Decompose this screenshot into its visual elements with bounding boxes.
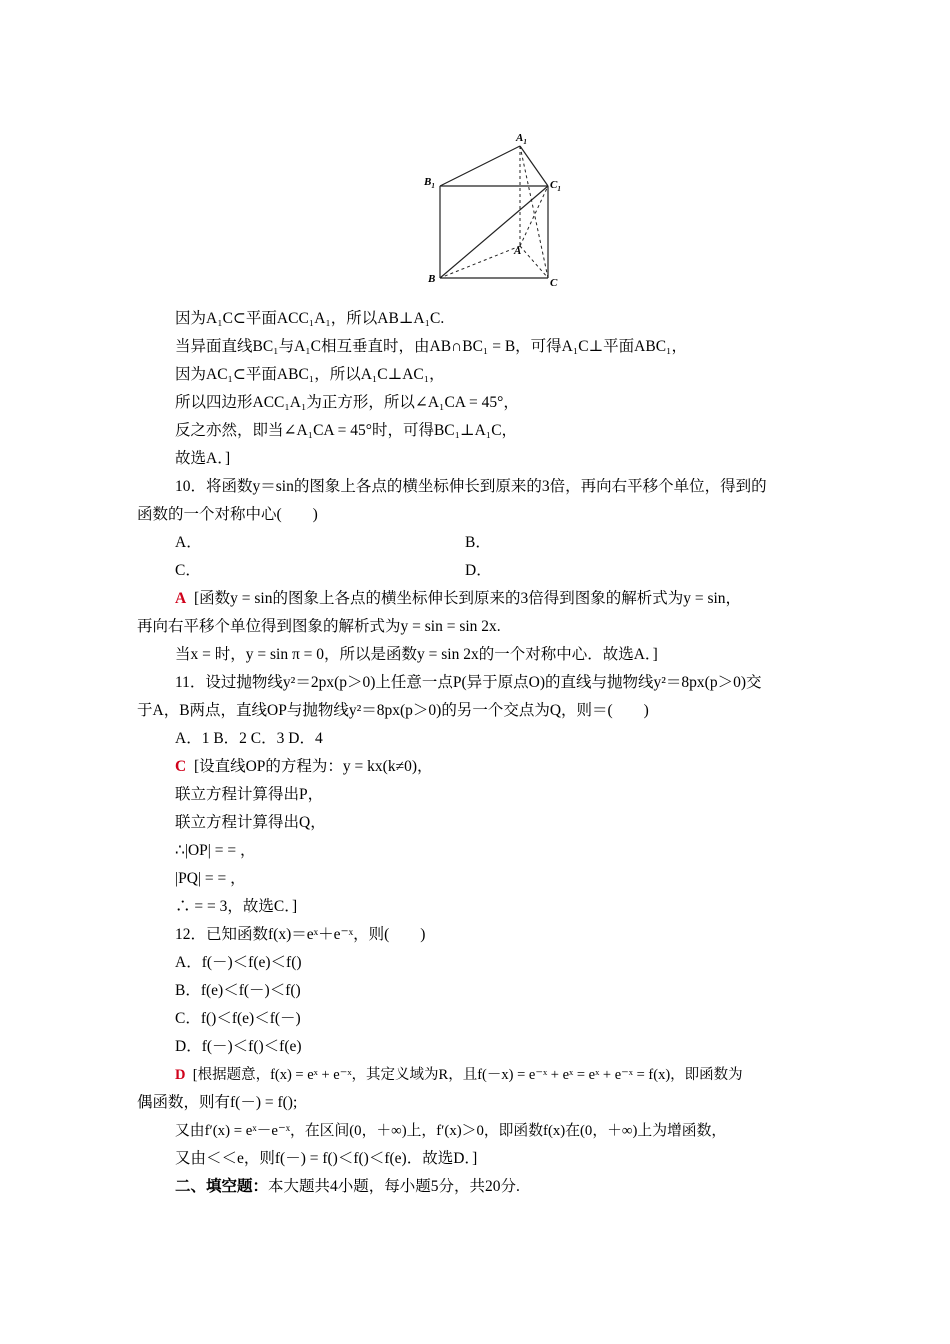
question-12-option-c: C．f()＜f(e)＜f(－) xyxy=(175,1010,301,1027)
question-10-line-2: 函数的一个对称中心( ) xyxy=(137,506,318,523)
solution-9-line-5: 反之亦然，即当∠A₁CA = 45°时，可得BC₁⊥A₁C， xyxy=(175,422,518,439)
answer-12-text-1: [根据题意，f(x) = eˣ + e⁻ˣ，其定义域为R，且f(－x) = e⁻ˣ + eˣ = eˣ + e⁻ˣ = f(x)，即函数为 xyxy=(192,1067,743,1083)
edge-a-c xyxy=(520,246,548,278)
label-b: B xyxy=(428,273,436,285)
answer-12-line-1 xyxy=(175,1065,743,1085)
question-10-option-d: D． xyxy=(465,562,492,579)
question-10-option-b: B． xyxy=(465,534,491,551)
answer-11-line-4: ∴|OP| = = ， xyxy=(175,842,256,859)
label-a: A xyxy=(514,245,522,257)
label-a1: $A_1$ xyxy=(516,132,527,146)
solution-9-line-2: 当异面直线BC₁与A₁C相互垂直时，由AB∩BC₁ = B，可得A₁C⊥平面ABC₁， xyxy=(175,338,687,355)
answer-12-line-2: 偶函数，则有f(－) = f(); xyxy=(137,1094,298,1111)
answer-12-line-4: 又由＜＜e，则f(－) = f()＜f()＜f(e)．故选D．] xyxy=(175,1150,478,1167)
answer-11-line-5: |PQ| = = ， xyxy=(175,870,246,887)
answer-12-line-3: 又由f′(x) = eˣ－e⁻ˣ，在区间(0，＋∞)上，f′(x)＞0，即函数f(x)在(0，＋∞)上为增函数， xyxy=(175,1123,727,1139)
answer-11-text-1: [设直线OP的方程为：y = kx(k≠0)， xyxy=(193,758,433,775)
solution-9-line-1: 因为A₁C⊂平面ACC₁A₁，所以AB⊥A₁C. xyxy=(175,310,445,327)
answer-11-line-6: ∴ = = 3，故选C．] xyxy=(175,898,298,915)
answer-10-line-3: 当x = 时，y = sin π = 0，所以是函数y = sin 2x的一个对称中心．故选A．] xyxy=(175,646,658,663)
section-2-heading xyxy=(175,1177,520,1197)
question-10-option-a: A． xyxy=(175,534,202,551)
answer-10-text-1: [函数y = sin的图象上各点的横坐标伸长到原来的3倍得到图象的解析式为y = sin， xyxy=(193,590,742,607)
answer-11-line-3: 联立方程计算得出Q， xyxy=(175,814,326,831)
section-2-title: 二、填空题： xyxy=(175,1178,269,1195)
answer-10-mark: A xyxy=(175,590,187,607)
prism-figure xyxy=(420,128,570,290)
edge-a-b xyxy=(440,246,520,278)
label-c: C xyxy=(550,277,558,289)
answer-11-mark: C xyxy=(175,758,187,775)
question-12-option-d: D．f(－)＜f()＜f(e) xyxy=(175,1038,302,1055)
label-b1: $B_1$ xyxy=(424,176,435,190)
question-12-stem: 12．已知函数f(x)＝eˣ＋e⁻ˣ，则( ) xyxy=(175,926,426,943)
question-10-option-c: C． xyxy=(175,562,201,579)
section-2-description: 本大题共4小题，每小题5分，共20分. xyxy=(268,1178,520,1195)
edge-b1-a1 xyxy=(440,146,520,186)
question-12-option-b: B．f(e)＜f(－)＜f() xyxy=(175,982,301,999)
edge-a-c1 xyxy=(520,186,548,246)
solution-9-line-4: 所以四边形ACC₁A₁为正方形，所以∠A₁CA = 45°， xyxy=(175,394,519,411)
question-11-line-2: 于A，B两点，直线OP与抛物线y²＝8px(p＞0)的另一个交点为Q，则＝( ) xyxy=(137,702,649,719)
answer-10-line-1 xyxy=(175,589,741,609)
solution-9-line-6: 故选A．] xyxy=(175,450,231,467)
label-c1: $C_1$ xyxy=(550,179,561,193)
answer-11-line-2: 联立方程计算得出P， xyxy=(175,786,324,803)
answer-12-mark: D xyxy=(175,1067,186,1083)
solution-9-line-3: 因为AC₁⊂平面ABC₁，所以A₁C⊥AC₁， xyxy=(175,366,445,383)
question-11-line-1: 11．设过抛物线y²＝2px(p＞0)上任意一点P(异于原点O)的直线与抛物线y²＝8px(p＞0)交 xyxy=(175,674,762,691)
question-11-options: A．1 B．2 C．3 D．4 xyxy=(175,730,323,747)
question-10-line-1: 10．将函数y＝sin的图象上各点的横坐标伸长到原来的3倍，再向右平移个单位，得到的 xyxy=(175,478,767,495)
answer-10-line-2: 再向右平移个单位得到图象的解析式为y = sin = sin 2x. xyxy=(137,618,501,635)
question-12-option-a: A．f(－)＜f(e)＜f() xyxy=(175,954,302,971)
answer-11-line-1 xyxy=(175,757,433,777)
